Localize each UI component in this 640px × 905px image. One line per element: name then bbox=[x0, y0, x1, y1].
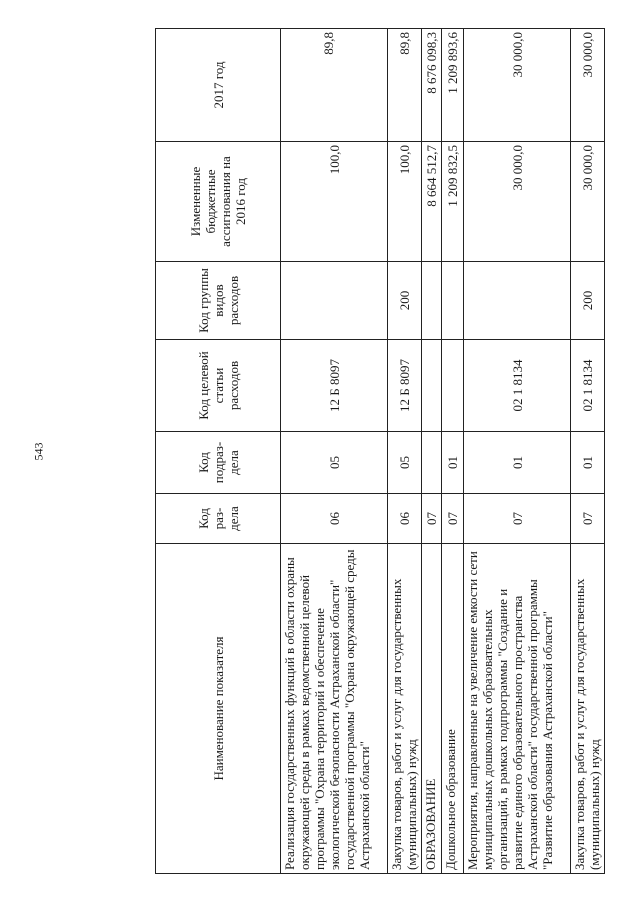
header-changed: Измененные бюджетные ассигнования на 2016 год bbox=[156, 142, 281, 262]
row-razdel: 07 bbox=[442, 494, 464, 544]
row-statya: 12 Б 8097 bbox=[388, 340, 422, 432]
row-vid: 200 bbox=[388, 262, 422, 340]
budget-table bbox=[155, 28, 605, 874]
row-razdel: 07 bbox=[571, 494, 605, 544]
row-razdel: 06 bbox=[281, 494, 388, 544]
row-2017: 30 000,0 bbox=[571, 29, 605, 142]
row-statya bbox=[442, 340, 464, 432]
row-name: Закупка товаров, работ и услуг для государственных (муниципальных) нужд bbox=[388, 544, 422, 874]
row-statya: 12 Б 8097 bbox=[281, 340, 388, 432]
header-name: Наименование показателя bbox=[156, 544, 281, 874]
row-podrazdel: 01 bbox=[571, 432, 605, 494]
row-podrazdel: 01 bbox=[464, 432, 571, 494]
row-razdel: 06 bbox=[388, 494, 422, 544]
header-podrazdel: Код подраз-дела bbox=[156, 432, 281, 494]
row-vid bbox=[442, 262, 464, 340]
header-row bbox=[156, 29, 281, 874]
row-changed: 8 664 512,7 bbox=[422, 142, 442, 262]
header-2017: 2017 год bbox=[156, 29, 281, 142]
row-name: Мероприятия, направленные на увеличение емкости сети муниципальных дошкольных образовательных организаций, в рамках подпрограммы "Создание и развитие единого образовательного пространства Астраханской области" государственной программы "Развитие образования Астраханской области" bbox=[464, 544, 571, 874]
table-row bbox=[422, 29, 442, 874]
header-vid: Код группы видов расходов bbox=[156, 262, 281, 340]
row-vid bbox=[464, 262, 571, 340]
header-razdel: Код раз-дела bbox=[156, 494, 281, 544]
table-row bbox=[464, 29, 571, 874]
row-razdel: 07 bbox=[464, 494, 571, 544]
row-razdel: 07 bbox=[422, 494, 442, 544]
row-statya bbox=[422, 340, 442, 432]
row-statya: 02 1 8134 bbox=[464, 340, 571, 432]
row-changed: 1 209 832,5 bbox=[442, 142, 464, 262]
row-name: Закупка товаров, работ и услуг для государственных (муниципальных) нужд bbox=[571, 544, 605, 874]
row-changed: 100,0 bbox=[281, 142, 388, 262]
row-name: Дошкольное образование bbox=[442, 544, 464, 874]
row-vid bbox=[281, 262, 388, 340]
row-2017: 1 209 893,6 bbox=[442, 29, 464, 142]
row-vid bbox=[422, 262, 442, 340]
row-statya: 02 1 8134 bbox=[571, 340, 605, 432]
row-2017: 89,8 bbox=[388, 29, 422, 142]
row-changed: 30 000,0 bbox=[464, 142, 571, 262]
header-statya: Код целевой статьи расходов bbox=[156, 340, 281, 432]
rotated-table-frame bbox=[155, 29, 602, 874]
row-podrazdel bbox=[422, 432, 442, 494]
table-container bbox=[155, 29, 602, 874]
table-row bbox=[388, 29, 422, 874]
row-2017: 8 676 098,3 bbox=[422, 29, 442, 142]
row-vid: 200 bbox=[571, 262, 605, 340]
row-changed: 30 000,0 bbox=[571, 142, 605, 262]
row-2017: 30 000,0 bbox=[464, 29, 571, 142]
row-podrazdel: 05 bbox=[281, 432, 388, 494]
table-row bbox=[571, 29, 605, 874]
table-row bbox=[442, 29, 464, 874]
row-2017: 89,8 bbox=[281, 29, 388, 142]
row-name: Реализация государственных функций в области охраны окружающей среды в рамках ведомственной целевой программы "Охрана территорий и обеспечение экологической безопасности Астраханской области" государственной программы "Охрана окружающей среды Астраханской области" bbox=[281, 544, 388, 874]
row-podrazdel: 05 bbox=[388, 432, 422, 494]
table-row bbox=[281, 29, 388, 874]
row-name: ОБРАЗОВАНИЕ bbox=[422, 544, 442, 874]
row-podrazdel: 01 bbox=[442, 432, 464, 494]
row-changed: 100,0 bbox=[388, 142, 422, 262]
page-number: 543 bbox=[31, 442, 46, 461]
